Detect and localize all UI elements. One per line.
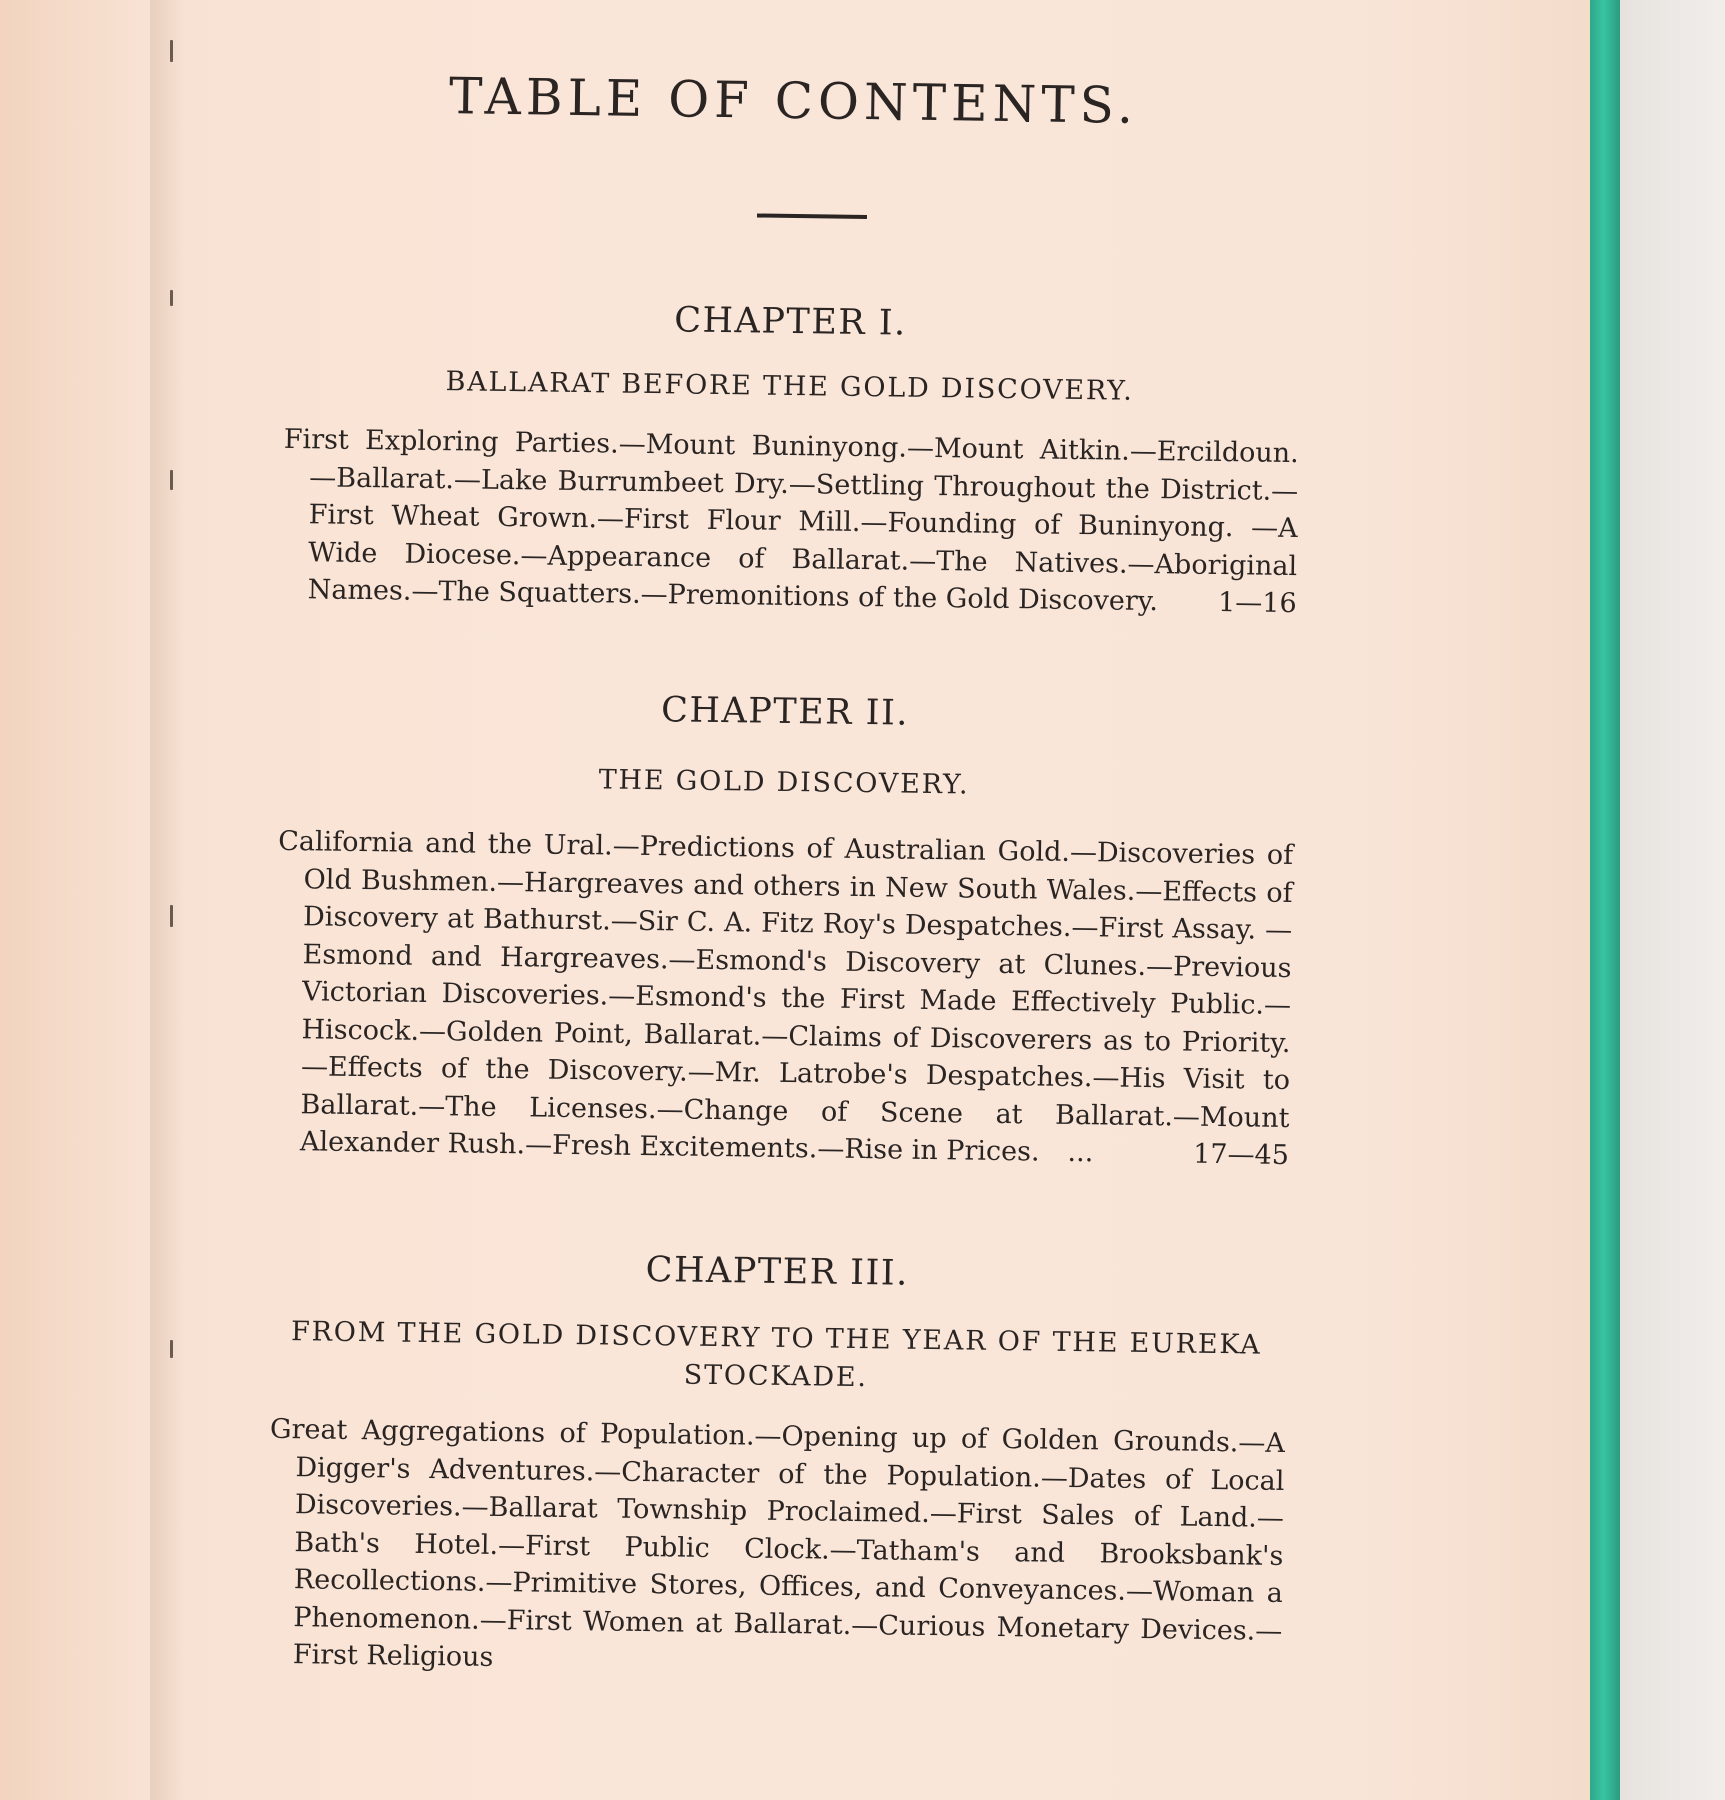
table-of-contents <box>269 0 1320 1673</box>
chapter-3-heading: CHAPTER III. <box>645 1250 910 1294</box>
chapter-1-pages: 1—16 <box>1217 586 1297 620</box>
chapter-2-pages: 17—45 <box>1192 1138 1290 1172</box>
chapter-2-title: THE GOLD DISCOVERY. <box>598 764 970 801</box>
chapter-3-summary <box>267 1411 1286 1688</box>
chapter-1-summary-text: First Exploring Parties.—Mount Buninyong.—Mount Aitkin.—Ercildoun. —Ballarat.—Lake Burrumbeet Dry.—Settling Throughout the District.—First Wheat Grown.—First Flour Mill.—Founding of Buninyong. —A Wide Diocese.—Appearance of Ballarat.—The Natives.—Aboriginal Names.—The Squatters.—Premonitions of the Gold Discovery. <box>283 423 1299 618</box>
chapter-3-summary-text: Great Aggregations of Population.—Opening up of Golden Grounds.—A Digger's Adventures.—Character of the Population.—Dates of Local Discoveries.—Ballarat Township Proclaimed.—First Sales of Land.—Bath's Hotel.—First Public Clock.—Tatham's and Brooksbank's Recollections.—Primitive Stores, Offices, and Conveyances.—Woman a Phenomenon.—First Women at Ballarat.—Curious Monetary Devices.—First Religious <box>269 1413 1286 1673</box>
page-title: TABLE OF CONTENTS. <box>448 67 1139 135</box>
binding-stitch <box>170 290 173 306</box>
binding-stitch <box>170 470 173 490</box>
background-surface <box>1620 0 1725 1800</box>
chapter-2-summary <box>274 823 1294 1175</box>
chapter-3-title: FROM THE GOLD DISCOVERY TO THE YEAR OF THE EUREKA STOCKADE. <box>290 1316 1262 1394</box>
chapter-1-heading: CHAPTER I. <box>674 300 907 344</box>
gutter-shadow <box>150 0 186 1800</box>
chapter-1-title: BALLARAT BEFORE THE GOLD DISCOVERY. <box>445 366 1134 407</box>
binding-stitch <box>170 905 173 927</box>
chapter-1-summary <box>281 421 1299 623</box>
chapter-2-summary-text: California and the Ural.—Predictions of Australian Gold.—Discoveries of Old Bushmen.—Hargreaves and others in New South Wales.—Effects of Discovery at Bathurst.—Sir C. A. Fitz Roy's Despatches.—First Assay. —Esmond and Hargreaves.—Esmond's Discovery at Clunes.—Previous Victorian Discoveries.—Esmond's the First Made Effectively Public.—Hiscock.—Golden Point, Ballarat.—Claims of Discoverers as to Priority.—Effects of the Discovery.—Mr. Latrobe's Despatches.—His Visit to Ballarat.—The Licenses.—Change of Scene at Ballarat.—Mount Alexander Rush.—Fresh Excitements.—Rise in Prices. <box>277 825 1294 1168</box>
chapter-2-heading: CHAPTER II. <box>660 690 910 734</box>
book-cover-edge <box>1590 0 1620 1800</box>
binding-stitch <box>170 40 173 62</box>
binding-stitch <box>170 1340 173 1358</box>
title-divider <box>757 213 867 219</box>
chapter-2-leader: ... <box>1067 1136 1094 1169</box>
